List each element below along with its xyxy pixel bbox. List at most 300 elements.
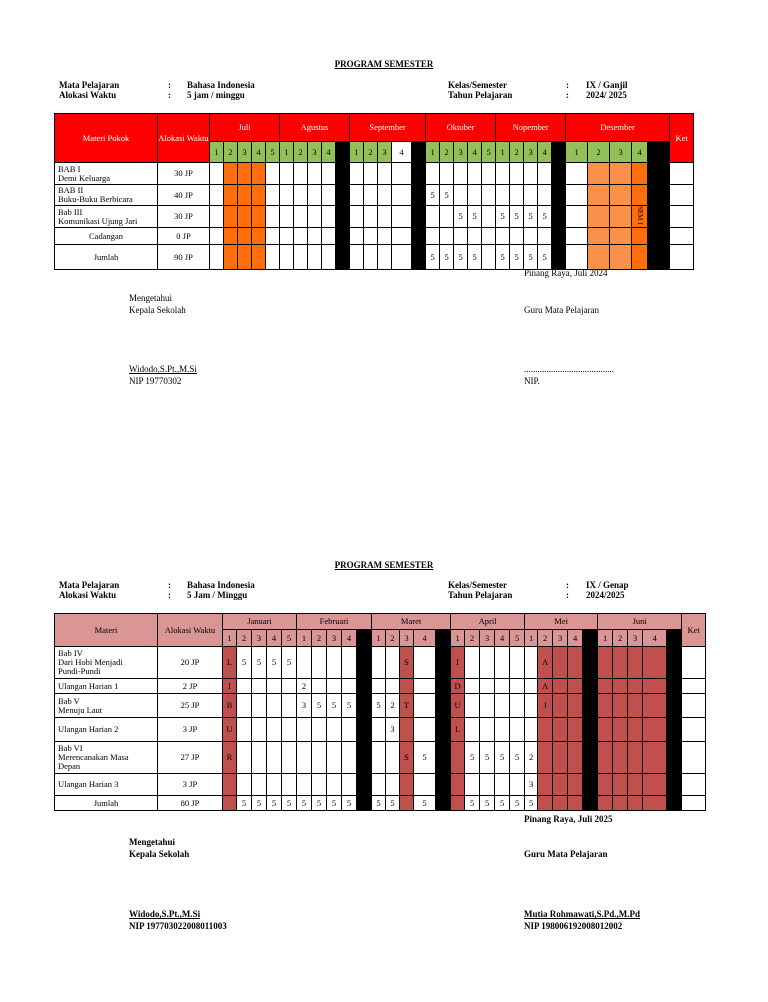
week-cell	[412, 185, 426, 206]
week-cell	[643, 742, 667, 774]
week-cell	[468, 228, 482, 245]
week-cell	[266, 206, 280, 228]
week-cell	[238, 206, 252, 228]
week-cell	[496, 228, 510, 245]
week-cell	[357, 679, 372, 694]
week-cell	[267, 718, 282, 742]
week-cell	[372, 679, 386, 694]
week-cell	[538, 774, 553, 796]
week-cell	[357, 694, 372, 718]
allocation-cell: 2 JP	[158, 679, 223, 694]
ket-cell	[670, 245, 694, 270]
allocation-cell: 40 JP	[158, 185, 210, 206]
week-cell	[632, 185, 648, 206]
subject-label: Mata Pelajaran	[59, 580, 120, 590]
week-cell	[583, 796, 598, 811]
week-number: 2	[237, 630, 252, 647]
week-cell: 5	[454, 245, 468, 270]
week-cell	[350, 185, 364, 206]
week-cell	[667, 647, 682, 679]
week-number: 3	[480, 630, 495, 647]
schedule-table-sem2	[54, 613, 706, 811]
subject-value: Bahasa Indonesia	[187, 80, 255, 90]
week-cell	[436, 679, 451, 694]
week-cell	[224, 206, 238, 228]
week-cell	[482, 206, 496, 228]
ket-cell	[670, 206, 694, 228]
week-cell	[237, 718, 252, 742]
week-cell	[237, 742, 252, 774]
week-cell	[412, 228, 426, 245]
week-cell	[643, 718, 667, 742]
week-cell	[372, 742, 386, 774]
week-number: 4	[568, 630, 583, 647]
allocation-cell: 30 JP	[158, 206, 210, 228]
week-cell	[400, 796, 414, 811]
week-cell	[613, 647, 628, 679]
week-cell	[610, 163, 632, 185]
week-cell: T	[400, 694, 414, 718]
week-cell	[495, 718, 510, 742]
week-cell: 5	[525, 796, 538, 811]
week-cell	[266, 245, 280, 270]
week-cell	[392, 185, 412, 206]
week-cell	[252, 206, 266, 228]
principal-nip: NIP 197703022008011003	[129, 921, 227, 931]
subject-label: Mata Pelajaran	[59, 80, 120, 90]
week-cell	[643, 647, 667, 679]
class-label: Kelas/Semester	[448, 80, 507, 90]
week-cell	[224, 245, 238, 270]
week-number: 4	[538, 142, 552, 163]
week-cell	[628, 774, 643, 796]
week-cell	[440, 206, 454, 228]
week-cell	[357, 774, 372, 796]
week-number: 2	[440, 142, 454, 163]
week-cell: 5	[538, 245, 552, 270]
week-cell	[312, 742, 327, 774]
week-cell	[364, 185, 378, 206]
colon: :	[168, 590, 171, 600]
week-cell	[613, 694, 628, 718]
materi-cell: BAB I Demi Keluarga	[55, 163, 158, 185]
place-date: Pinang Raya, Juli 2024	[524, 268, 608, 278]
week-cell: 5	[496, 245, 510, 270]
allocation-cell: 90 JP	[158, 245, 210, 270]
week-cell	[327, 647, 342, 679]
ket-cell	[682, 742, 706, 774]
week-cell	[510, 694, 525, 718]
week-cell: 5	[510, 245, 524, 270]
week-cell	[552, 228, 566, 245]
allocation-cell: 20 JP	[158, 647, 223, 679]
week-number: 4	[632, 142, 648, 163]
ket-cell	[670, 228, 694, 245]
week-cell	[613, 796, 628, 811]
week-cell	[294, 228, 308, 245]
week-cell	[372, 647, 386, 679]
week-cell	[308, 206, 322, 228]
week-cell	[610, 206, 632, 228]
week-cell	[378, 228, 392, 245]
week-cell: 5	[510, 796, 525, 811]
week-cell	[426, 163, 440, 185]
month-header: Oktober	[426, 114, 496, 142]
week-cell	[667, 742, 682, 774]
week-cell	[237, 694, 252, 718]
week-cell	[667, 718, 682, 742]
week-cell	[648, 163, 670, 185]
week-cell	[538, 163, 552, 185]
week-cell	[414, 647, 436, 679]
materi-cell: Ulangan Harian 2	[55, 718, 158, 742]
week-cell	[414, 774, 436, 796]
materi-cell: Bab V Menuju Laut	[55, 694, 158, 718]
week-cell	[588, 228, 610, 245]
year-value: 2024/ 2025	[586, 90, 627, 100]
week-cell	[566, 228, 588, 245]
week-cell	[267, 679, 282, 694]
week-cell	[364, 206, 378, 228]
time-allocation-label: Alokasi Waktu	[59, 90, 117, 100]
week-number: 1	[280, 142, 294, 163]
colon: :	[566, 90, 569, 100]
week-cell	[386, 774, 400, 796]
week-cell: J	[538, 694, 553, 718]
week-cell	[468, 163, 482, 185]
week-cell	[553, 718, 568, 742]
week-cell	[628, 742, 643, 774]
teacher-name: Mutia Rohmawati,S.Pd.,M.Pd	[524, 909, 641, 919]
week-cell	[552, 163, 566, 185]
week-cell	[643, 796, 667, 811]
week-cell: 2	[297, 679, 312, 694]
week-cell	[210, 228, 224, 245]
week-cell	[553, 694, 568, 718]
week-cell	[322, 206, 336, 228]
materi-cell: Bab III Komunikasi Ujung Jari	[55, 206, 158, 228]
week-cell	[510, 718, 525, 742]
week-cell	[648, 245, 670, 270]
week-cell	[400, 774, 414, 796]
principal-title: Kepala Sekolah	[129, 849, 190, 859]
week-number: 1	[350, 142, 364, 163]
week-cell: 5	[480, 796, 495, 811]
week-cell	[552, 245, 566, 270]
week-cell: 3	[386, 718, 400, 742]
week-cell	[648, 228, 670, 245]
acknowledge-label: Mengetahui	[129, 293, 172, 303]
week-cell	[436, 718, 451, 742]
week-number: 4	[392, 142, 412, 163]
week-cell	[312, 774, 327, 796]
week-cell: 5	[496, 206, 510, 228]
teacher-name: ........................................	[524, 364, 614, 374]
month-header: Agustus	[280, 114, 350, 142]
allocation-cell: 27 JP	[158, 742, 223, 774]
week-cell	[440, 163, 454, 185]
week-cell: 5	[282, 647, 297, 679]
week-cell: R	[223, 742, 237, 774]
week-cell	[524, 228, 538, 245]
week-cell	[632, 163, 648, 185]
week-cell	[480, 694, 495, 718]
week-cell	[588, 206, 610, 228]
week-cell	[294, 163, 308, 185]
week-cell	[322, 163, 336, 185]
week-cell	[224, 163, 238, 185]
week-cell	[510, 185, 524, 206]
week-cell	[327, 742, 342, 774]
schedule-table-sem1	[54, 113, 694, 270]
week-cell	[372, 774, 386, 796]
week-number: 3	[252, 630, 267, 647]
week-number: 3	[524, 142, 538, 163]
week-cell	[553, 647, 568, 679]
week-cell	[524, 163, 538, 185]
week-cell	[357, 647, 372, 679]
week-number: 1	[566, 142, 588, 163]
week-cell	[496, 185, 510, 206]
week-cell	[538, 228, 552, 245]
week-cell	[610, 185, 632, 206]
week-cell	[610, 245, 632, 270]
week-number: 4	[495, 630, 510, 647]
semester-label: SEM I	[636, 206, 645, 225]
week-cell: 5	[414, 796, 436, 811]
week-cell	[648, 206, 670, 228]
week-number: 4	[643, 630, 667, 647]
week-cell	[553, 742, 568, 774]
week-cell	[252, 228, 266, 245]
week-cell	[414, 694, 436, 718]
principal-title: Kepala Sekolah	[129, 305, 186, 315]
week-cell	[451, 774, 465, 796]
materi-cell: BAB II Buku-Buku Berbicara	[55, 185, 158, 206]
allocation-cell: 0 JP	[158, 228, 210, 245]
week-cell	[451, 796, 465, 811]
week-cell: 5	[440, 245, 454, 270]
week-cell: 5	[495, 796, 510, 811]
week-cell	[252, 679, 267, 694]
week-cell: 5	[480, 742, 495, 774]
year-label: Tahun Pelajaran	[448, 590, 513, 600]
ket-cell	[682, 774, 706, 796]
week-number: 1	[496, 142, 510, 163]
week-number: 1	[223, 630, 237, 647]
week-cell	[454, 163, 468, 185]
colon: :	[566, 590, 569, 600]
week-cell	[495, 647, 510, 679]
week-number: 2	[510, 142, 524, 163]
materi-cell: Bab IV Dari Hobi Menjadi Pundi-Pundi	[55, 647, 158, 679]
week-number: 2	[613, 630, 628, 647]
week-cell	[465, 774, 480, 796]
week-cell	[327, 679, 342, 694]
week-cell	[568, 774, 583, 796]
week-cell: 5	[414, 742, 436, 774]
week-cell	[267, 774, 282, 796]
week-cell: 5	[510, 206, 524, 228]
week-cell	[583, 694, 598, 718]
week-cell: 5	[342, 796, 357, 811]
week-cell	[280, 206, 294, 228]
week-cell	[282, 718, 297, 742]
week-cell	[237, 679, 252, 694]
week-cell: 5	[440, 185, 454, 206]
week-cell	[583, 718, 598, 742]
week-cell	[392, 206, 412, 228]
week-cell: 5	[342, 694, 357, 718]
teacher-nip: NIP 198006192008012002	[524, 921, 623, 931]
week-cell	[495, 694, 510, 718]
week-number: 1	[451, 630, 465, 647]
week-cell	[583, 774, 598, 796]
week-cell	[480, 718, 495, 742]
week-cell: 5	[312, 694, 327, 718]
week-number: 1	[598, 630, 613, 647]
year-value: 2024/2025	[586, 590, 625, 600]
month-header: Januari	[223, 614, 297, 630]
month-header: Maret	[372, 614, 451, 630]
week-cell	[436, 647, 451, 679]
week-cell	[538, 718, 553, 742]
week-cell	[364, 163, 378, 185]
week-cell	[553, 774, 568, 796]
week-cell	[223, 774, 237, 796]
month-header: Mei	[525, 614, 598, 630]
week-cell: I	[451, 647, 465, 679]
week-cell	[583, 647, 598, 679]
week-cell	[336, 185, 350, 206]
week-cell	[426, 206, 440, 228]
week-cell	[426, 228, 440, 245]
week-cell	[598, 679, 613, 694]
week-cell	[238, 245, 252, 270]
week-cell	[598, 742, 613, 774]
week-cell	[610, 228, 632, 245]
week-cell	[322, 228, 336, 245]
week-cell	[378, 163, 392, 185]
week-cell	[495, 679, 510, 694]
week-cell	[510, 679, 525, 694]
week-cell	[223, 796, 237, 811]
week-cell	[412, 206, 426, 228]
week-cell	[237, 774, 252, 796]
month-header: April	[451, 614, 525, 630]
week-cell: 5	[252, 647, 267, 679]
week-number: 3	[610, 142, 632, 163]
week-cell	[525, 718, 538, 742]
week-cell: 5	[510, 742, 525, 774]
week-cell: 5	[372, 694, 386, 718]
week-cell	[482, 245, 496, 270]
ket-cell	[670, 185, 694, 206]
week-cell	[552, 206, 566, 228]
week-number	[552, 142, 566, 163]
month-header: September	[350, 114, 426, 142]
week-number: 4	[322, 142, 336, 163]
colon: :	[168, 580, 171, 590]
header-allocation: Alokasi Waktu	[158, 114, 210, 163]
week-cell	[667, 679, 682, 694]
page-title-sem2: PROGRAM SEMESTER	[334, 560, 434, 570]
week-cell	[538, 796, 553, 811]
week-cell: 5	[327, 796, 342, 811]
week-number: 5	[282, 630, 297, 647]
week-cell	[496, 163, 510, 185]
week-cell	[495, 774, 510, 796]
week-cell	[342, 718, 357, 742]
week-cell	[667, 774, 682, 796]
week-number: 4	[252, 142, 266, 163]
week-cell	[308, 245, 322, 270]
week-cell	[252, 245, 266, 270]
principal-name: Widodo,S.Pt.,M.Si	[129, 364, 197, 374]
week-cell	[632, 228, 648, 245]
materi-cell: Jumlah	[55, 245, 158, 270]
week-cell	[436, 774, 451, 796]
week-cell	[308, 185, 322, 206]
week-cell	[297, 742, 312, 774]
colon: :	[566, 580, 569, 590]
week-cell: 5	[267, 647, 282, 679]
week-cell	[224, 185, 238, 206]
week-cell	[583, 679, 598, 694]
week-number: 5	[510, 630, 525, 647]
week-cell	[336, 163, 350, 185]
acknowledge-label: Mengetahui	[129, 837, 175, 847]
week-number: 1	[426, 142, 440, 163]
week-cell	[482, 185, 496, 206]
week-cell	[342, 647, 357, 679]
week-number	[583, 630, 598, 647]
allocation-cell: 80 JP	[158, 796, 223, 811]
week-cell	[553, 796, 568, 811]
week-cell	[266, 185, 280, 206]
time-allocation-label: Alokasi Waktu	[59, 590, 117, 600]
week-cell	[342, 679, 357, 694]
ket-cell	[682, 796, 706, 811]
ket-cell	[670, 163, 694, 185]
week-cell: U	[451, 694, 465, 718]
week-cell	[210, 206, 224, 228]
class-label: Kelas/Semester	[448, 580, 507, 590]
week-cell	[510, 647, 525, 679]
week-number: 2	[588, 142, 610, 163]
week-cell	[357, 718, 372, 742]
week-cell	[294, 245, 308, 270]
week-cell	[436, 742, 451, 774]
week-cell	[400, 679, 414, 694]
week-cell	[238, 163, 252, 185]
week-number	[648, 142, 670, 163]
week-cell	[210, 163, 224, 185]
week-cell	[372, 718, 386, 742]
week-cell	[583, 742, 598, 774]
header-materi: Materi	[55, 614, 158, 647]
week-number: 2	[386, 630, 400, 647]
week-cell	[210, 185, 224, 206]
week-cell	[598, 694, 613, 718]
week-cell	[312, 647, 327, 679]
week-cell	[280, 245, 294, 270]
week-cell: 5	[468, 206, 482, 228]
week-cell	[322, 245, 336, 270]
week-cell: L	[223, 647, 237, 679]
week-cell: 2	[525, 742, 538, 774]
week-cell	[412, 163, 426, 185]
